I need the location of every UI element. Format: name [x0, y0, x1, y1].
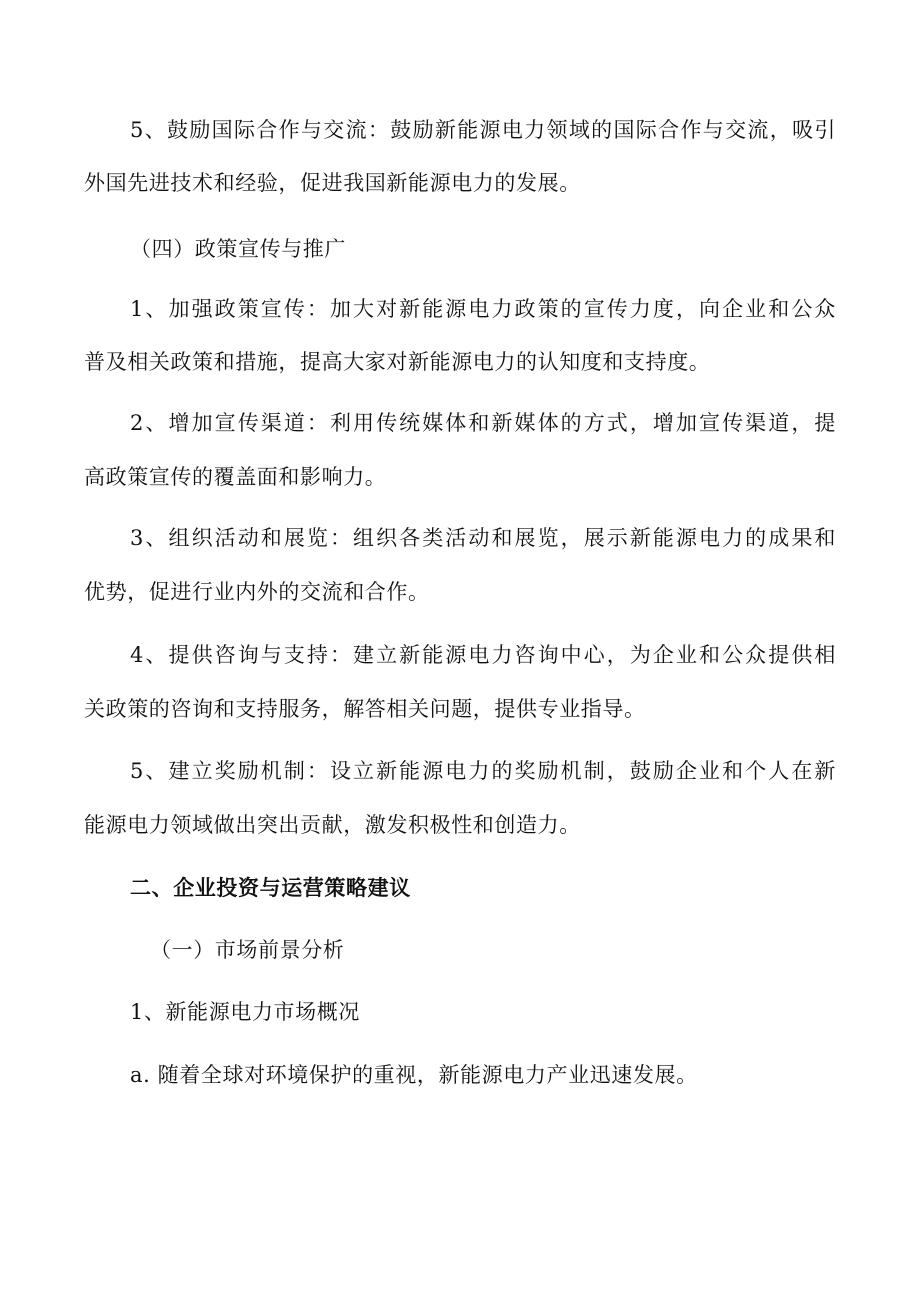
paragraph-line: 关政策的咨询和支持服务，解答相关问题，提供专业指导。: [84, 697, 646, 721]
paragraph-line: 外国先进技术和经验，促进我国新能源电力的发展。: [84, 171, 581, 195]
subsection-heading: 1、新能源电力市场概况: [130, 1000, 360, 1024]
chapter-heading: 二、企业投资与运营策略建议: [130, 876, 411, 900]
paragraph-line: 1、加强政策宣传：加大对新能源电力政策的宣传力度，向企业和公众: [130, 297, 836, 321]
paragraph-line: 3、组织活动和展览：组织各类活动和展览，展示新能源电力的成果和: [130, 526, 836, 550]
paragraph-line: 4、提供咨询与支持：建立新能源电力咨询中心，为企业和公众提供相: [130, 643, 836, 667]
paragraph-line: 优势，促进行业内外的交流和合作。: [84, 580, 430, 604]
section-heading: （一）市场前景分析: [150, 938, 345, 962]
section-heading: （四）政策宣传与推广: [130, 237, 346, 261]
paragraph-line: 5、建立奖励机制：设立新能源电力的奖励机制，鼓励企业和个人在新: [130, 759, 836, 783]
paragraph-line: a. 随着全球对环境保护的重视，新能源电力产业迅速发展。: [130, 1063, 698, 1087]
paragraph-line: 普及相关政策和措施，提高大家对新能源电力的认知度和支持度。: [84, 350, 711, 374]
paragraph-line: 能源电力领域做出突出贡献，激发积极性和创造力。: [84, 813, 581, 837]
paragraph-line: 高政策宣传的覆盖面和影响力。: [84, 465, 387, 489]
paragraph-line: 5、鼓励国际合作与交流：鼓励新能源电力领域的国际合作与交流，吸引: [130, 118, 836, 142]
paragraph-line: 2、增加宣传渠道：利用传统媒体和新媒体的方式，增加宣传渠道，提: [130, 411, 836, 435]
